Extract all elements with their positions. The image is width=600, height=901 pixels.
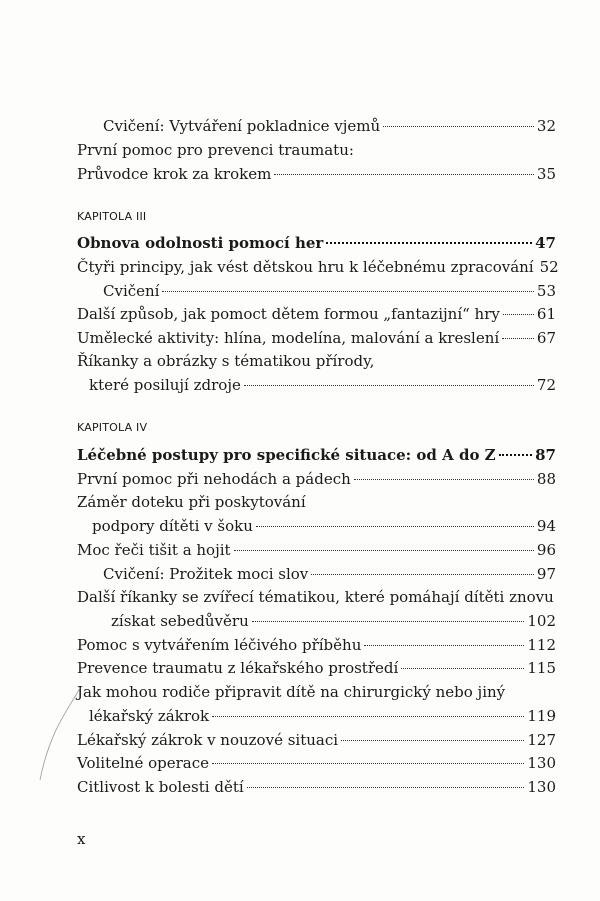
entry-title: Prevence traumatu z lékařského prostředí bbox=[77, 659, 399, 677]
dot-leader bbox=[354, 479, 534, 480]
dot-leader bbox=[499, 454, 533, 456]
toc-entry bbox=[103, 282, 556, 300]
entry-page: 119 bbox=[527, 707, 556, 725]
entry-title: Cvičení: Vytváření pokladnice vjemů bbox=[103, 117, 381, 135]
entry-page: 67 bbox=[536, 329, 556, 347]
page-number: x bbox=[77, 830, 86, 848]
entry-title-line: Říkanky a obrázky s tématikou přírody, bbox=[77, 352, 375, 370]
dot-leader bbox=[162, 291, 533, 292]
entry-page: 130 bbox=[527, 754, 556, 772]
entry-page: 115 bbox=[527, 659, 556, 677]
toc-entry bbox=[77, 258, 559, 276]
entry-title: lékařský zákrok bbox=[89, 707, 210, 725]
dot-leader bbox=[256, 526, 534, 527]
toc-entry bbox=[103, 565, 556, 583]
entry-title: Moc řeči tišit a hojit bbox=[77, 541, 231, 559]
entry-title-line: První pomoc pro prevenci traumatu: bbox=[77, 141, 354, 159]
dot-leader bbox=[252, 621, 525, 622]
entry-page: 127 bbox=[527, 731, 556, 749]
entry-title: Další způsob, jak pomoct dětem formou „fantazijní“ hry bbox=[77, 305, 500, 323]
dot-leader bbox=[247, 787, 525, 788]
toc-entry bbox=[89, 376, 556, 394]
entry-page: 72 bbox=[536, 376, 556, 394]
dot-leader bbox=[503, 314, 534, 315]
entry-title: Léčebné postupy pro specifické situace: od A do Z bbox=[77, 446, 496, 464]
entry-title: Lékařský zákrok v nouzové situaci bbox=[77, 731, 339, 749]
dot-leader bbox=[502, 338, 534, 339]
dot-leader bbox=[212, 716, 524, 717]
dot-leader bbox=[311, 574, 534, 575]
entry-page: 52 bbox=[539, 258, 559, 276]
entry-title: Citlivost k bolesti dětí bbox=[77, 778, 244, 796]
toc-entry bbox=[77, 659, 556, 677]
entry-page: 130 bbox=[527, 778, 556, 796]
toc-entry bbox=[77, 636, 556, 654]
toc-entry bbox=[77, 165, 556, 183]
entry-title-line: Další říkanky se zvířecí tématikou, které pomáhají dítěti znovu bbox=[77, 588, 554, 606]
entry-title: Cvičení bbox=[103, 282, 160, 300]
chapter-heading: KAPITOLA IV bbox=[77, 421, 148, 434]
toc-entry bbox=[77, 754, 556, 772]
entry-page: 47 bbox=[535, 234, 556, 252]
entry-title: Cvičení: Prožitek moci slov bbox=[103, 565, 309, 583]
entry-title-line: Záměr doteku při poskytování bbox=[77, 493, 306, 511]
entry-page: 53 bbox=[536, 282, 556, 300]
entry-page: 102 bbox=[527, 612, 556, 630]
toc-entry bbox=[103, 117, 556, 135]
entry-page: 87 bbox=[535, 446, 556, 464]
toc-entry bbox=[77, 778, 556, 796]
dot-leader bbox=[326, 242, 532, 244]
dot-leader bbox=[401, 668, 524, 669]
entry-title: Umělecké aktivity: hlína, modelína, malování a kreslení bbox=[77, 329, 500, 347]
toc-entry bbox=[77, 731, 556, 749]
entry-page: 94 bbox=[536, 517, 556, 535]
toc-entry-chapter-title bbox=[77, 234, 556, 252]
dot-leader bbox=[364, 645, 524, 646]
toc-entry bbox=[77, 329, 556, 347]
dot-leader bbox=[234, 550, 534, 551]
entry-title: které posilují zdroje bbox=[89, 376, 241, 394]
entry-page: 96 bbox=[536, 541, 556, 559]
entry-title: První pomoc při nehodách a pádech bbox=[77, 470, 351, 488]
pencil-mark bbox=[28, 670, 88, 790]
entry-page: 61 bbox=[536, 305, 556, 323]
toc-entry-chapter-title bbox=[77, 446, 556, 464]
entry-title: Pomoc s vytvářením léčivého příběhu bbox=[77, 636, 362, 654]
entry-page: 88 bbox=[536, 470, 556, 488]
toc-entry bbox=[77, 470, 556, 488]
toc-entry bbox=[92, 517, 556, 535]
toc-entry bbox=[77, 305, 556, 323]
dot-leader bbox=[341, 740, 524, 741]
entry-title: získat sebedůvěru bbox=[111, 612, 249, 630]
entry-title: Obnova odolnosti pomocí her bbox=[77, 234, 324, 252]
entry-title: podpory dítěti v šoku bbox=[92, 517, 253, 535]
toc-entry bbox=[89, 707, 556, 725]
chapter-heading: KAPITOLA III bbox=[77, 210, 147, 223]
entry-title: Volitelné operace bbox=[77, 754, 209, 772]
dot-leader bbox=[274, 174, 534, 175]
entry-title: Průvodce krok za krokem bbox=[77, 165, 272, 183]
entry-page: 32 bbox=[536, 117, 556, 135]
dot-leader bbox=[212, 763, 524, 764]
dot-leader bbox=[244, 385, 534, 386]
toc-entry bbox=[111, 612, 556, 630]
entry-page: 35 bbox=[536, 165, 556, 183]
entry-page: 97 bbox=[536, 565, 556, 583]
entry-title: Čtyři principy, jak vést dětskou hru k léčebnému zpracování bbox=[77, 258, 534, 276]
entry-page: 112 bbox=[527, 636, 556, 654]
entry-title-line: Jak mohou rodiče připravit dítě na chirurgický nebo jiný bbox=[77, 683, 506, 701]
toc-entry bbox=[77, 541, 556, 559]
dot-leader bbox=[383, 126, 534, 127]
